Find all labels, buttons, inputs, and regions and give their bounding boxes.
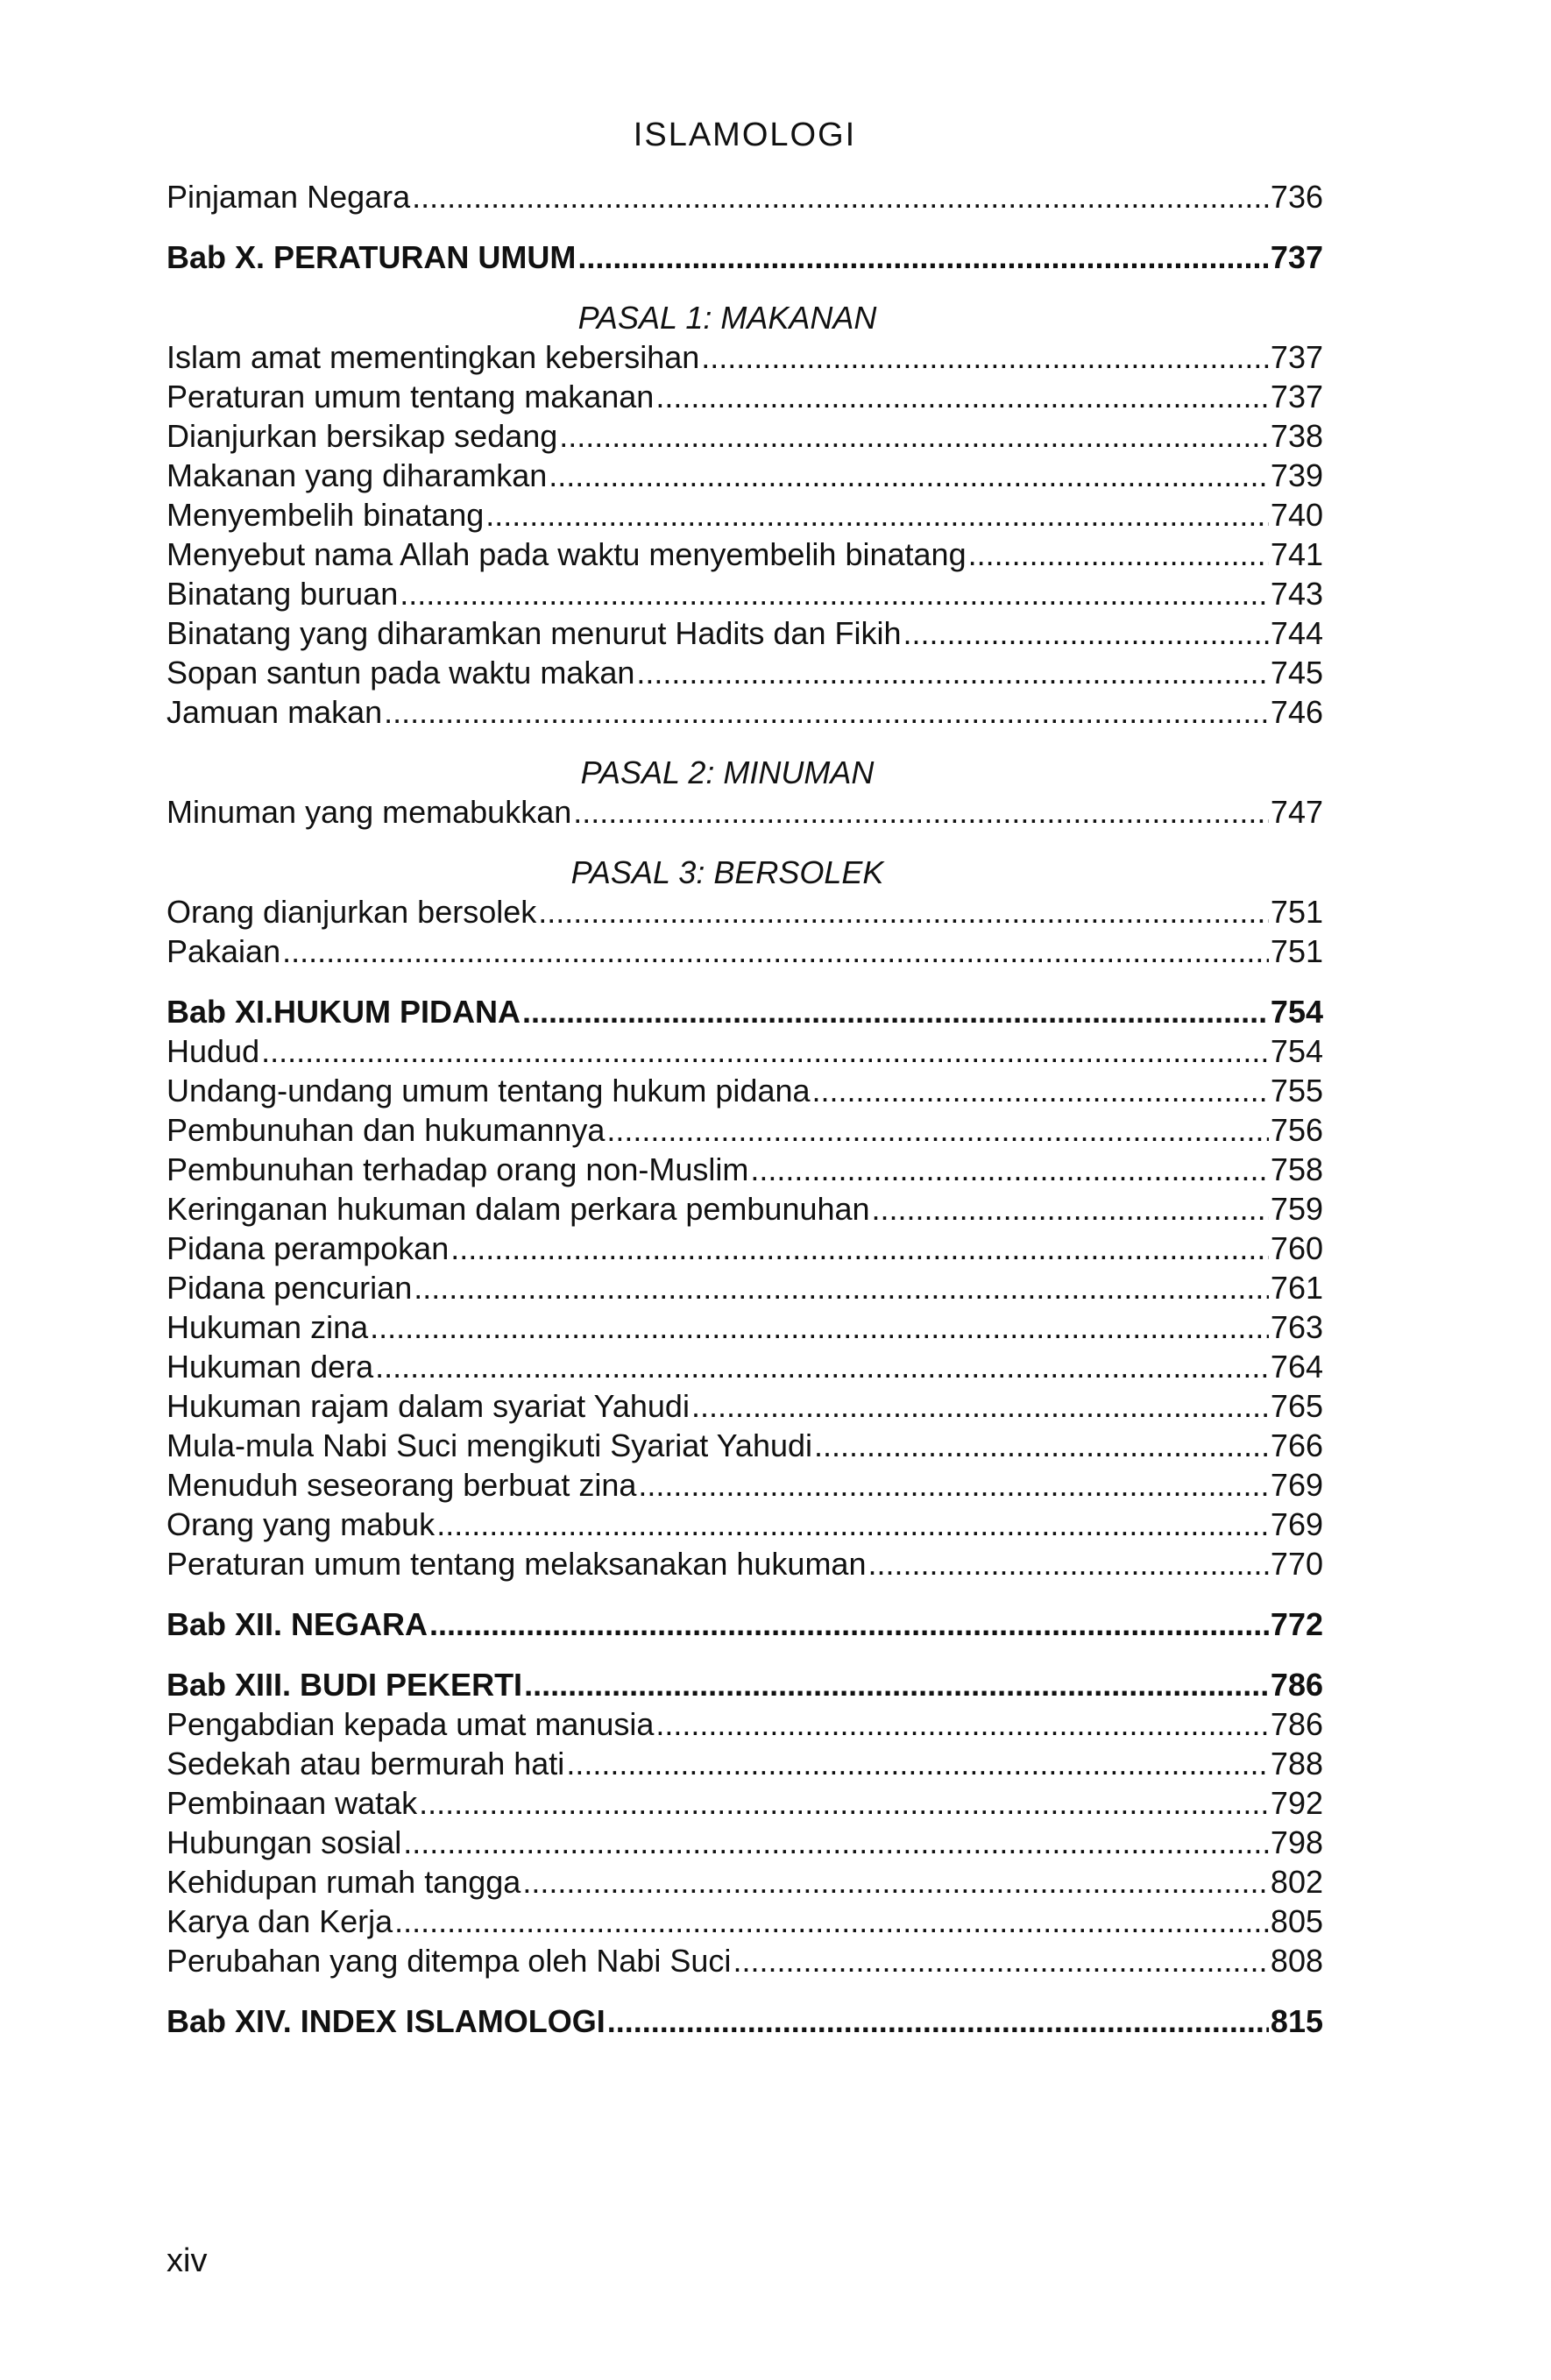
dot-leader — [436, 1505, 1269, 1544]
toc-page-number: 744 — [1270, 615, 1323, 651]
dot-leader — [370, 1307, 1269, 1347]
toc-page-number: 737 — [1270, 239, 1323, 275]
toc-entry-title: Pembinaan watak — [166, 1785, 418, 1821]
toc-page-number: 747 — [1270, 794, 1323, 830]
toc-entry-title: Sedekah atau bermurah hati — [166, 1746, 565, 1781]
toc-entry-row — [166, 377, 1323, 416]
toc-entry-row — [166, 1307, 1323, 1347]
toc-page-number: 763 — [1270, 1309, 1323, 1345]
toc-page-number: 751 — [1270, 894, 1323, 930]
dot-leader — [607, 2001, 1269, 2041]
toc-page-number: 754 — [1270, 994, 1323, 1030]
dot-leader — [655, 377, 1269, 416]
toc-entry-row — [166, 1465, 1323, 1505]
toc-page-number: 746 — [1270, 694, 1323, 730]
toc-entry-row — [166, 456, 1323, 495]
toc-entry-title: Pembunuhan dan hukumannya — [166, 1112, 606, 1148]
dot-leader — [522, 992, 1269, 1031]
toc-entry-title: Mula-mula Nabi Suci mengikuti Syariat Yahudi — [166, 1427, 813, 1463]
toc-entry-title: Menuduh seseorang berbuat zina — [166, 1467, 637, 1503]
dot-leader — [868, 1544, 1268, 1583]
toc-entry-row — [166, 1426, 1323, 1465]
toc-entry-title: Hukuman dera — [166, 1349, 374, 1385]
toc-page-number: 758 — [1270, 1151, 1323, 1187]
toc-entry-title: Binatang yang diharamkan menurut Hadits dan Fikih — [166, 615, 902, 651]
toc-section-heading: PASAL 1: MAKANAN — [577, 300, 877, 336]
toc-entry-row — [166, 613, 1323, 653]
toc-entry-title: Perubahan yang ditempa oleh Nabi Suci — [166, 1943, 732, 1979]
dot-leader — [429, 1604, 1269, 1644]
dot-leader — [638, 1465, 1269, 1505]
toc-entry-row — [166, 574, 1323, 613]
toc-page-number: 765 — [1270, 1388, 1323, 1424]
toc-page-number: 786 — [1270, 1667, 1323, 1703]
toc-entry-row — [166, 1902, 1323, 1941]
toc-page-number: 754 — [1270, 1033, 1323, 1069]
toc-entry-title: Hukuman rajam dalam syariat Yahudi — [166, 1388, 690, 1424]
toc-entry-title: Hudud — [166, 1033, 260, 1069]
toc-entry-row — [166, 337, 1323, 377]
toc-entry-row — [166, 1505, 1323, 1544]
toc-page-number: 755 — [1270, 1073, 1323, 1109]
toc-entry-row — [166, 792, 1323, 832]
dot-leader — [400, 574, 1269, 613]
toc-entry-title: Menyembelih binatang — [166, 497, 485, 533]
toc-entry-row — [166, 1544, 1323, 1583]
toc-entry-row — [166, 892, 1323, 931]
dot-leader — [375, 1347, 1269, 1386]
toc-entry-title: Pembunuhan terhadap orang non-Muslim — [166, 1151, 749, 1187]
toc-entry-title: Peraturan umum tentang melaksanakan hukuman — [166, 1546, 867, 1582]
toc-entry-title: Peraturan umum tentang makanan — [166, 379, 655, 414]
dot-leader — [577, 237, 1269, 277]
toc-entry-title: Bab X. PERATURAN UMUM — [166, 239, 577, 275]
dot-leader — [872, 1189, 1269, 1229]
toc-entry-title: Orang yang mabuk — [166, 1506, 436, 1542]
toc-entry-row — [166, 1783, 1323, 1823]
dot-leader — [414, 1268, 1269, 1307]
dot-leader — [573, 792, 1269, 832]
toc-page-number: 802 — [1270, 1864, 1323, 1900]
dot-leader — [733, 1941, 1268, 1980]
toc-entry-row — [166, 1941, 1323, 1980]
toc-entry-row — [166, 1744, 1323, 1783]
toc-chapter-row — [166, 1604, 1323, 1644]
toc-entry-title: Makanan yang diharamkan — [166, 457, 548, 493]
toc-page-number: 786 — [1270, 1706, 1323, 1742]
dot-leader — [522, 1862, 1269, 1902]
table-of-contents — [166, 177, 1323, 2041]
dot-leader — [691, 1386, 1269, 1426]
toc-entry-title: Keringanan hukuman dalam perkara pembunuhan — [166, 1191, 870, 1227]
toc-chapter-row — [166, 2001, 1323, 2041]
toc-section-heading: PASAL 3: BERSOLEK — [570, 854, 884, 890]
toc-entry-row — [166, 692, 1323, 732]
toc-page-number: 745 — [1270, 655, 1323, 691]
toc-entry-row — [166, 653, 1323, 692]
toc-entry-row — [166, 416, 1323, 456]
dot-leader — [812, 1071, 1269, 1110]
toc-page-number: 759 — [1270, 1191, 1323, 1227]
toc-page-number: 743 — [1270, 576, 1323, 612]
toc-page-number: 770 — [1270, 1546, 1323, 1582]
dot-leader — [524, 1665, 1269, 1704]
toc-page-number: 769 — [1270, 1506, 1323, 1542]
toc-page-number: 760 — [1270, 1230, 1323, 1266]
toc-entry-title: Pengabdian kepada umat manusia — [166, 1706, 655, 1742]
toc-entry-title: Hukuman zina — [166, 1309, 369, 1345]
toc-entry-row — [166, 1347, 1323, 1386]
toc-page-number: 741 — [1270, 536, 1323, 572]
toc-entry-row — [166, 1386, 1323, 1426]
toc-page-number: 792 — [1270, 1785, 1323, 1821]
toc-page-number: 761 — [1270, 1270, 1323, 1306]
dot-leader — [403, 1823, 1269, 1862]
toc-entry-title: Pidana perampokan — [166, 1230, 450, 1266]
toc-chapter-row — [166, 992, 1323, 1031]
dot-leader — [559, 416, 1269, 456]
dot-leader — [903, 613, 1268, 653]
toc-entry-row — [166, 495, 1323, 535]
dot-leader — [485, 495, 1269, 535]
dot-leader — [968, 535, 1269, 574]
dot-leader — [814, 1426, 1269, 1465]
toc-entry-row — [166, 535, 1323, 574]
dot-leader — [606, 1110, 1269, 1150]
toc-entry-title: Orang dianjurkan bersolek — [166, 894, 537, 930]
toc-page-number: 788 — [1270, 1746, 1323, 1781]
toc-page-number: 751 — [1270, 933, 1323, 969]
toc-page-number: 756 — [1270, 1112, 1323, 1148]
toc-chapter-row — [166, 237, 1323, 277]
dot-leader — [394, 1902, 1269, 1941]
toc-entry-title: Pidana pencurian — [166, 1270, 413, 1306]
toc-entry-row — [166, 1268, 1323, 1307]
toc-entry-row — [166, 1110, 1323, 1150]
toc-entry-title: Hubungan sosial — [166, 1824, 402, 1860]
running-header: ISLAMOLOGI — [633, 117, 857, 153]
dot-leader — [636, 653, 1269, 692]
toc-page-number: 764 — [1270, 1349, 1323, 1385]
dot-leader — [419, 1783, 1269, 1823]
toc-entry-title: Bab XII. NEGARA — [166, 1606, 428, 1642]
toc-page-number: 808 — [1270, 1943, 1323, 1979]
toc-entry-title: Dianjurkan bersikap sedang — [166, 418, 558, 454]
toc-entry-title: Jamuan makan — [166, 694, 383, 730]
dot-leader — [384, 692, 1269, 732]
toc-entry-title: Minuman yang memabukkan — [166, 794, 572, 830]
toc-entry-row — [166, 1071, 1323, 1110]
toc-entry-title: Islam amat mementingkan kebersihan — [166, 339, 700, 375]
toc-entry-title: Pakaian — [166, 933, 281, 969]
page-number: xiv — [166, 2242, 208, 2279]
toc-entry-title: Undang-undang umum tentang hukum pidana — [166, 1073, 811, 1109]
dot-leader — [701, 337, 1269, 377]
toc-page-number: 769 — [1270, 1467, 1323, 1503]
toc-entry-title: Binatang buruan — [166, 576, 399, 612]
toc-entry-row — [166, 1189, 1323, 1229]
toc-page-number: 805 — [1270, 1903, 1323, 1939]
toc-page-number: 736 — [1270, 179, 1323, 215]
toc-entry-title: Kehidupan rumah tangga — [166, 1864, 521, 1900]
toc-page-number: 766 — [1270, 1427, 1323, 1463]
toc-entry-title: Menyebut nama Allah pada waktu menyembelih binatang — [166, 536, 967, 572]
dot-leader — [538, 892, 1269, 931]
toc-entry-row — [166, 1704, 1323, 1744]
toc-entry-title: Bab XI.HUKUM PIDANA — [166, 994, 521, 1030]
dot-leader — [450, 1229, 1269, 1268]
toc-entry-row — [166, 1150, 1323, 1189]
toc-entry-row — [166, 1031, 1323, 1071]
toc-entry-row — [166, 1862, 1323, 1902]
toc-chapter-row — [166, 1665, 1323, 1704]
toc-page-number: 772 — [1270, 1606, 1323, 1642]
dot-leader — [261, 1031, 1269, 1071]
toc-entry-row — [166, 1229, 1323, 1268]
dot-leader — [282, 931, 1269, 971]
toc-page-number: 798 — [1270, 1824, 1323, 1860]
toc-section-heading: PASAL 2: MINUMAN — [580, 754, 875, 790]
dot-leader — [566, 1744, 1269, 1783]
toc-page-number: 738 — [1270, 418, 1323, 454]
toc-entry-row — [166, 177, 1323, 216]
toc-entry-title: Pinjaman Negara — [166, 179, 411, 215]
toc-entry-row — [166, 931, 1323, 971]
toc-page-number: 737 — [1270, 339, 1323, 375]
dot-leader — [549, 456, 1269, 495]
dot-leader — [655, 1704, 1269, 1744]
toc-entry-title: Bab XIV. INDEX ISLAMOLOGI — [166, 2003, 606, 2039]
toc-entry-title: Bab XIII. BUDI PEKERTI — [166, 1667, 523, 1703]
dot-leader — [750, 1150, 1269, 1189]
toc-entry-row — [166, 1823, 1323, 1862]
toc-entry-title: Sopan santun pada waktu makan — [166, 655, 635, 691]
toc-page-number: 739 — [1270, 457, 1323, 493]
toc-page-number: 815 — [1270, 2003, 1323, 2039]
dot-leader — [412, 177, 1269, 216]
toc-page-number: 740 — [1270, 497, 1323, 533]
toc-entry-title: Karya dan Kerja — [166, 1903, 393, 1939]
toc-page-number: 737 — [1270, 379, 1323, 414]
